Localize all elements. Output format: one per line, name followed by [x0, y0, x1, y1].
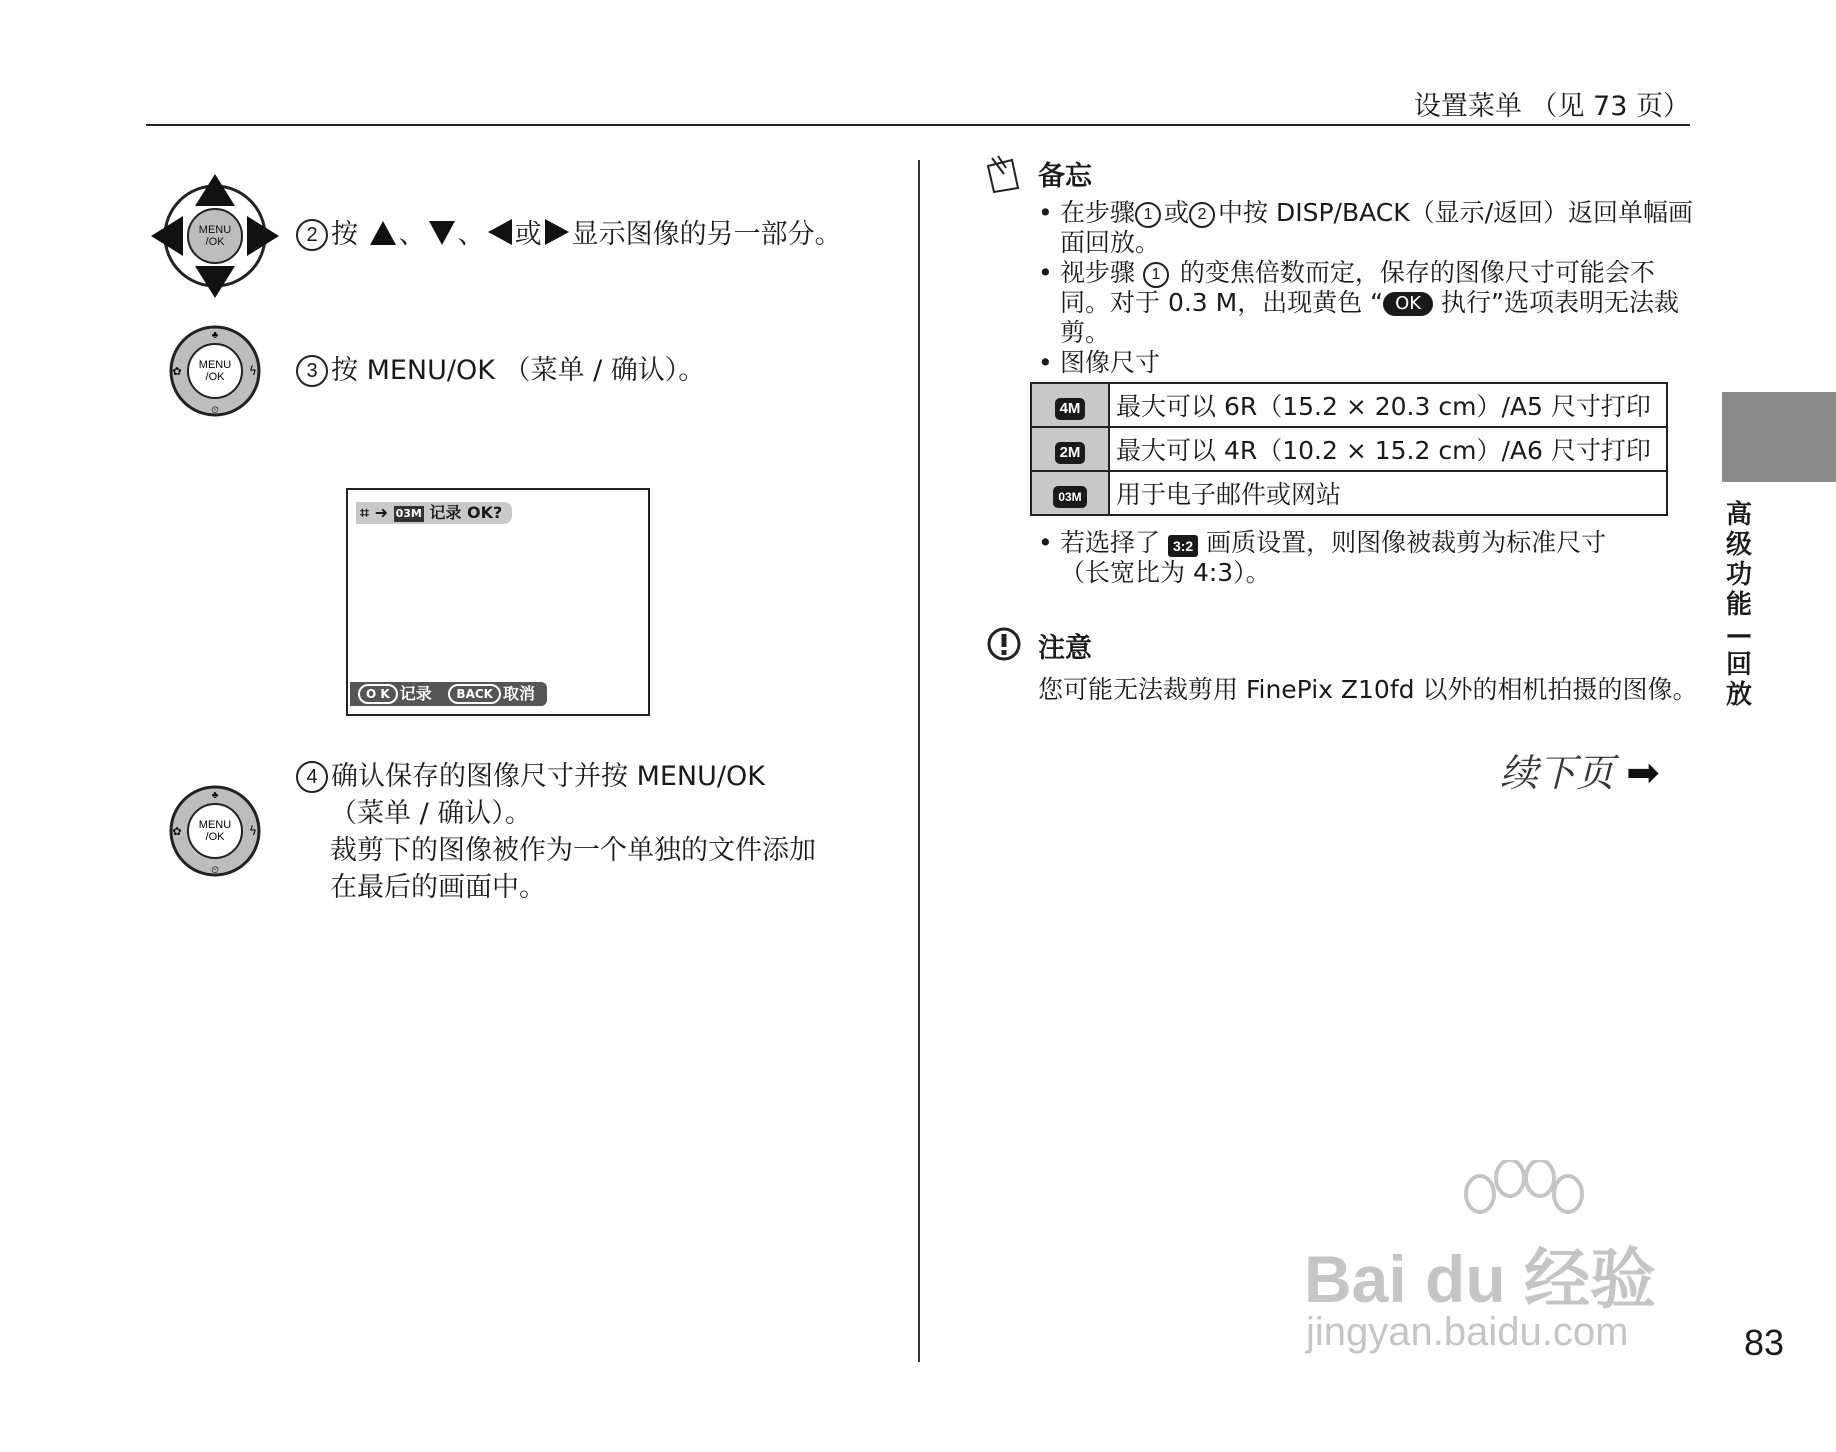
step-number: 4: [296, 761, 328, 793]
caution-text: 您可能无法裁剪用 FinePix Z10fd 以外的相机拍摄的图像。: [1038, 675, 1698, 704]
memo-bullet: • 图像尺寸: [1034, 348, 1700, 378]
svg-text:✿: ✿: [172, 825, 182, 838]
svg-text:ϟ: ϟ: [249, 364, 257, 378]
ok-badge-icon: OK: [1383, 292, 1433, 316]
memo-bullet: • 在步骤 1 或 2 中按 DISP/BACK（显示/返回）返回单幅画面回放。: [1034, 198, 1700, 258]
table-cell: 最大可以 4R（10.2 × 15.2 cm）/A6 尺寸打印: [1109, 427, 1667, 471]
left-arrow-icon: [488, 219, 512, 245]
column-divider: [918, 160, 920, 1362]
chapter-tab-label: 高级功能—回放: [1726, 500, 1753, 710]
image-size-table: [1030, 382, 1668, 516]
svg-text:⏲: ⏲: [211, 865, 219, 876]
watermark-url: jingyan.baidu.com: [1306, 1310, 1629, 1354]
up-arrow-icon: [370, 221, 396, 245]
lcd-status-bar: ⌗ ➜ 03M 记录 OK?: [356, 502, 512, 524]
svg-text:MENU: MENU: [198, 819, 232, 831]
svg-text:MENU: MENU: [198, 224, 232, 236]
step-3-instruction: 3 按 MENU/OK （菜单 / 确认）。: [296, 352, 705, 389]
chapter-tab: [1722, 392, 1836, 482]
table-cell: 用于电子邮件或网站: [1109, 471, 1667, 515]
page-header-title: 设置菜单 （见 73 页）: [1413, 91, 1690, 122]
down-arrow-icon: [429, 221, 455, 245]
svg-text:/OK: /OK: [205, 371, 225, 383]
size-03m-icon: 03M: [395, 507, 422, 520]
memo-bullet: • 视步骤 1 的变焦倍数而定，保存的图像尺寸可能会不同。对于 0.3 M，出现黄色 “ OK 执行”选项表明无法裁剪。: [1034, 258, 1700, 348]
table-row: [1031, 383, 1667, 427]
memo-title: 备忘: [1038, 161, 1092, 192]
menu-ok-button-icon: [168, 324, 262, 418]
caution-icon: [986, 626, 1022, 662]
table-cell: 最大可以 6R（15.2 × 20.3 cm）/A5 尺寸打印: [1109, 383, 1667, 427]
memo-notes: [1034, 198, 1700, 378]
continued-label: 续下页 ➡: [1500, 750, 1660, 796]
svg-text:/OK: /OK: [205, 831, 225, 843]
camera-lcd-preview: [346, 488, 650, 716]
size-2m-icon: 2M: [1055, 442, 1086, 464]
size-4m-icon: 4M: [1055, 398, 1086, 420]
svg-text:✿: ✿: [172, 365, 182, 378]
header-rule: [146, 124, 1690, 126]
svg-text:ϟ: ϟ: [249, 824, 257, 838]
caution-title: 注意: [1038, 633, 1092, 664]
svg-text:MENU: MENU: [198, 359, 232, 371]
ok-button-icon: O K: [358, 684, 398, 704]
memo-notes-continued: [1034, 528, 1654, 588]
lcd-action-bar: O K 记录 BACK 取消: [350, 682, 547, 706]
menu-ok-button-icon: [168, 784, 262, 878]
memo-icon: [984, 154, 1022, 194]
page-number: 83: [1744, 1322, 1785, 1363]
svg-text:⏲: ⏲: [211, 405, 219, 416]
watermark-logo-text: Bai du 经验: [1304, 1242, 1657, 1316]
svg-text:♣: ♣: [211, 330, 219, 341]
size-03m-icon: 03M: [1053, 486, 1086, 508]
four-way-selector-icon: [148, 172, 282, 300]
memo-bullet: • 若选择了 3:2 画质设置，则图像被裁剪为标准尺寸（长宽比为 4:3）。: [1034, 528, 1654, 588]
aspect-3-2-icon: 3:2: [1168, 535, 1198, 557]
crop-icon: ⌗: [360, 503, 370, 522]
step-4-instruction: 4 确认保存的图像尺寸并按 MENU/OK （菜单 / 确认）。 裁剪下的图像被作为一个单独的文件添加 在最后的画面中。: [296, 758, 876, 906]
svg-text:♣: ♣: [211, 790, 219, 801]
table-row: [1031, 427, 1667, 471]
svg-text:/OK: /OK: [205, 236, 225, 248]
step-2-instruction: 2 按 、 、 或 显示图像的另一部分。: [296, 216, 842, 253]
step-number: 2: [296, 219, 328, 251]
back-button-icon: BACK: [448, 684, 501, 704]
right-arrow-icon: [545, 219, 569, 245]
right-arrow-icon: ➡: [1626, 750, 1660, 796]
step-number: 3: [296, 355, 328, 387]
watermark: [1300, 1160, 1740, 1380]
table-row: [1031, 471, 1667, 515]
